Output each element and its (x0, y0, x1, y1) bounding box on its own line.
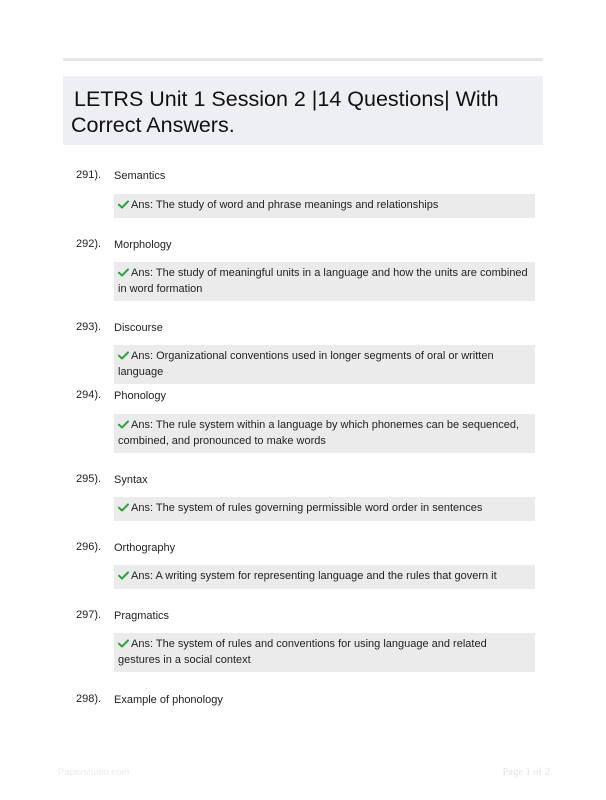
answer-text: Ans: Organizational conventions used in longer segments of oral or written language (118, 350, 494, 378)
check-icon (118, 503, 129, 512)
check-icon (118, 639, 129, 648)
question-text: Example of phonology (114, 694, 223, 706)
page-title-line-1: LETRS Unit 1 Session 2 |14 Questions| With (74, 87, 499, 111)
answer-text: Ans: The study of word and phrase meanings and relationships (131, 199, 439, 211)
answer-text: Ans: The system of rules governing permissible word order in sentences (131, 502, 483, 514)
answer-box (114, 565, 535, 589)
answer-text: Ans: The study of meaningful units in a language and how the units are combined in word formation (118, 267, 528, 295)
question-text: Orthography (114, 542, 176, 554)
question-text: Discourse (114, 322, 163, 334)
answer-text: Ans: The rule system within a language by which phonemes can be sequenced, combined, and pronounced to make words (118, 419, 520, 447)
answer-text: Ans: A writing system for representing language and the rules that govern it (131, 570, 497, 582)
question-number: 297). (76, 609, 102, 621)
answer-box (114, 262, 535, 301)
answer-box (114, 414, 535, 453)
check-icon (118, 571, 129, 580)
check-icon (118, 268, 129, 277)
check-icon (118, 200, 129, 209)
question-number: 298). (76, 693, 102, 705)
question-number: 291). (76, 169, 102, 181)
check-icon (118, 420, 129, 429)
question-number: 293). (76, 321, 102, 333)
answer-box (114, 497, 535, 521)
check-icon (118, 351, 129, 360)
question-text: Syntax (114, 474, 148, 486)
answer-box (114, 345, 535, 384)
question-number: 296). (76, 541, 102, 553)
title-banner (63, 76, 543, 145)
page-title (71, 86, 535, 138)
question-text: Semantics (114, 170, 166, 182)
answer-box (114, 633, 535, 672)
top-divider (63, 58, 543, 61)
page-number: Page 1 of 2 (502, 767, 550, 778)
answer-text: Ans: The system of rules and conventions for using language and related gestures in a social context (118, 638, 487, 666)
answer-box (114, 194, 535, 218)
footer-watermark: Paperstudio.com (58, 767, 130, 778)
question-number: 295). (76, 473, 102, 485)
page-title-line-2: Correct Answers. (71, 113, 235, 137)
question-text: Morphology (114, 239, 172, 251)
question-number: 294). (76, 389, 102, 401)
question-text: Phonology (114, 390, 166, 402)
question-text: Pragmatics (114, 610, 170, 622)
question-number: 292). (76, 238, 102, 250)
